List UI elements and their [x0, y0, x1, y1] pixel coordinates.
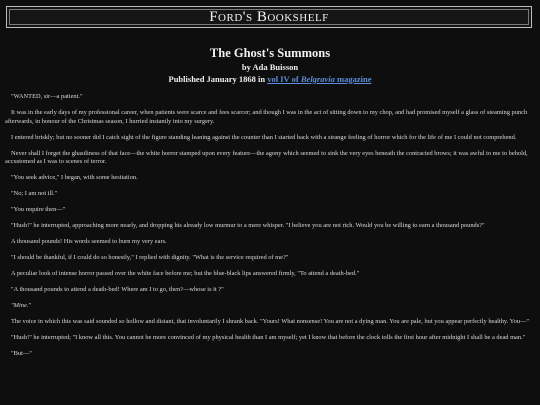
paragraph: "You seek advice," I began, with some hesitation.: [11, 174, 138, 182]
paragraph: "WANTED, sir—a patient.": [11, 93, 83, 100]
paragraph: "A thousand pounds to attend a death-bed! Where am I to go, then?—whose is it ?": [11, 286, 224, 294]
paragraph: "Hush!" he interrupted, approaching more nearly, and dropping his already low murmur to a mere whisper. "I believe you are not rich. Would you be willing to earn a thousand pounds?": [11, 222, 485, 230]
published-prefix: Published January 1868 in: [168, 73, 268, 84]
paragraph: It was in the early days of my professional career, when patients were scarce and fees scarcer; and though I was in the act of sitting down to my chop, and had promised myself a glass of steaming punch afterwards, in honour of the Christmas season, I hurried instantly into my surgery.: [5, 108, 528, 125]
site-title[interactable]: Ford's Bookshelf: [209, 8, 329, 25]
paragraph: I entered briskly; but no sooner did I catch sight of the figure standing leaning against the counter than I started back with a strange feeling of horror which for the life of me I could not comprehend.: [11, 133, 517, 141]
story-text: [5, 93, 535, 366]
author-line: by Ada Buisson: [241, 62, 299, 72]
publication-line: [0, 74, 540, 86]
magazine-name: Belgravia: [300, 73, 335, 84]
paragraph: A thousand pounds! His words seemed to burn my very ears.: [11, 238, 167, 246]
paragraph: "You require then—": [11, 206, 66, 214]
byline: [0, 62, 540, 85]
volume-link[interactable]: [267, 74, 371, 84]
paragraph: [5, 302, 535, 311]
paragraph: "No; I am not ill.": [11, 190, 58, 198]
site-header: [6, 6, 532, 28]
emphasis-text: "Mine.": [11, 302, 32, 309]
paragraph: The voice in which this was said sounded so hollow and distant, that involuntarily I shrank back. "Yours! What nonsense! You are not a dying man. You are pale, but you appear perfectly healthy. You—": [11, 317, 530, 325]
volume-link-prefix: vol IV of: [267, 73, 301, 84]
paragraph: "Hush!" he interrupted; "I know all this. You cannot be more convinced of my physical health than I am myself; yet I know that before the clock tolls the first hour after midnight I shall be a dead man.": [11, 333, 526, 341]
paragraph: A peculiar look of intense horror passed over the white face before me; but the blue-black lips answered firmly, "To attend a death-bed.": [11, 270, 360, 278]
story-title: The Ghost's Summons: [209, 46, 331, 61]
paragraph: Never shall I forget the ghastliness of that face—the white horror stamped upon every feature—the agony which seemed to sink the very eyes beneath the contracted brows; it was awful to me to behold, accustomed as I was to scenes of terror.: [5, 149, 528, 166]
paragraph: "I should be thankful, if I could do so honestly," I replied with dignity. "What is the service required of me?": [11, 254, 289, 262]
paragraph: "But—": [11, 349, 32, 357]
volume-link-suffix: magazine: [334, 73, 372, 84]
